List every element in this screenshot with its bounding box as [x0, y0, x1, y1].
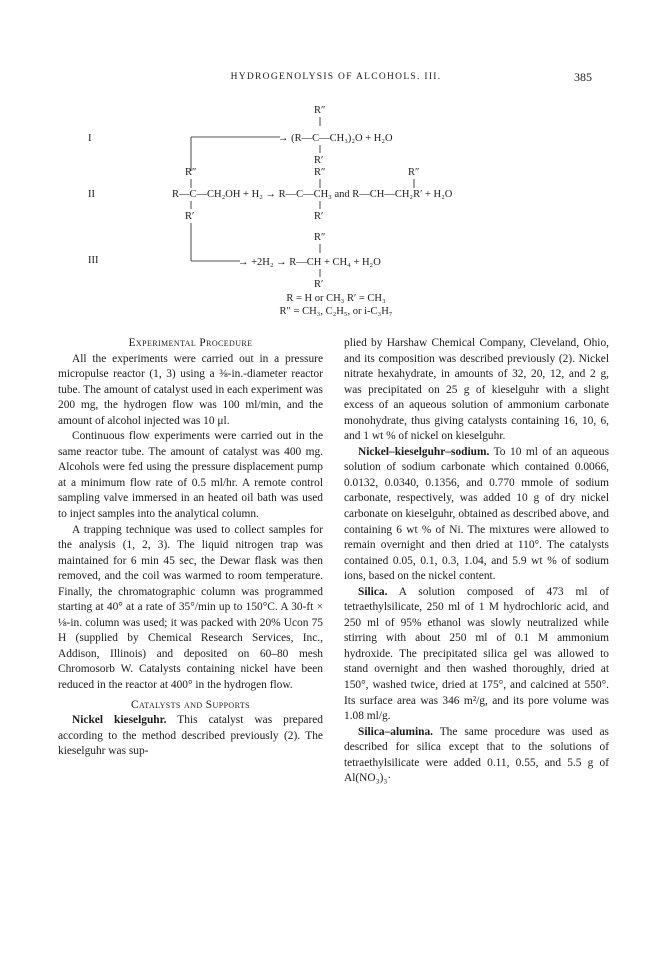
section-heading-catalysts: Catalysts and Supports — [131, 698, 250, 711]
left-column — [58, 336, 323, 760]
run-in-heading: Silica. — [358, 585, 388, 598]
scheme-ii-formula: R—C—CH₂OH + H₂ → R—C—CH₃ and R—CH—CH₂R′ + H₂O — [172, 189, 453, 200]
scheme-numeral-ii: II — [88, 189, 95, 200]
paragraph — [58, 713, 323, 760]
scheme-numeral-i: I — [88, 133, 92, 144]
run-in-heading: Silica–alumina. — [358, 725, 434, 738]
scheme-iii-formula: → +2H₂ → R—CH + CH₄ + H₂O — [238, 257, 381, 268]
paragraph — [344, 585, 609, 725]
scheme-definition-line2: R″ = CH₃, C₂H₅, or i-C₃H₇ — [279, 306, 393, 317]
scheme-i-bottom-substituent: R′ — [314, 155, 324, 166]
scheme-ii-bottom-a: R′ — [185, 211, 195, 222]
scheme-iii-top-substituent: R″ — [314, 232, 326, 243]
paragraph-text: To 10 ml of an aqueous solution of sodium carbonate which contained 0.0066, 0.0132, 0.0340, 0.1356, and 0.770 mmole of sodium carbonate, respectively, was added 10 g of dry nickel carbonate on kieselguhr, obtained as described above, and containing 6 wt % of Ni. The mixtures were allowed to remain overnight and then dried at 110°. The catalysts contained 0.05, 0.1, 0.3, 1.04, and 5.9 wt % of sodium ions, based on the nickel content. — [344, 445, 609, 583]
page-header — [0, 70, 672, 86]
paragraph: Continuous flow experiments were carried out in the same reactor tube. The amount of catalyst was 400 mg. Alcohols were fed using the pressure displacement pump at a minimum flow rate of 0.5 ml/hr. A remote control sampling valve immersed in an heated oil bath was used to inject samples into the analytical column. — [58, 430, 323, 521]
scheme-ii-top-a: R″ — [185, 167, 197, 178]
scheme-ii-top-b: R″ — [314, 167, 326, 178]
scheme-i-formula: → (R—C—CH₃)₂O + H₂O — [278, 133, 393, 144]
scheme-numeral-iii: III — [88, 255, 99, 266]
section-heading-experimental: Experimental Procedure — [128, 337, 253, 349]
scheme-i-top-substituent: R″ — [314, 105, 326, 116]
paragraph: A trapping technique was used to collect samples for the analysis (1, 2, 3). The liquid nitrogen trap was maintained for 6 min 45 sec, the Dewar flask was then removed, and the coil was warmed to room temperature. Finally, the chromatographic column was programmed starting at 40° at a rate of 35°/min up to 150°C. A 30-ft × ⅛-in. column was used; it was packed with 20% Ucon 75 H (supplied by Chemical Research Services, Inc., Addison, Illinois) and deposited on 60–80 mesh Chromosorb W. Catalysts containing nickel have been reduced in the reactor at 400° in the hydrogen flow. — [58, 523, 323, 692]
running-title: HYDROGENOLYSIS OF ALCOHOLS. III. — [230, 72, 442, 82]
paragraph-text: The same procedure was used as described for silica except that to the solutions of tetraethylsilicate were added 0.11, 0.55, and 5.5 g of Al(NO₃)₃· — [344, 725, 609, 785]
paragraph — [344, 445, 609, 585]
page-number: 385 — [574, 70, 592, 84]
scheme-ii-top-c: R″ — [408, 167, 420, 178]
paragraph — [344, 725, 609, 787]
scheme-iii-bottom-substituent: R′ — [314, 279, 324, 290]
paragraph: plied by Harshaw Chemical Company, Cleveland, Ohio, and its composition was described previously (2). Nickel nitrate hexahydrate, in amounts of 32, 20, 12, and 2 g, was precipitated on 25 g of kieselguhr with a slight excess of an aqueous solution of ammonium carbonate monohydrate, thus giving catalysts containing 16, 10, 6, and 1 wt % of nickel on kieselguhr. — [344, 337, 609, 443]
run-in-heading: Nickel–kieselguhr–sodium. — [358, 445, 490, 458]
run-in-heading: Nickel kieselguhr. — [72, 714, 167, 727]
paragraph-text: A solution composed of 473 ml of tetraethylsilicate, 250 ml of 1 M hydrochloric acid, and 250 ml of 95% ethanol was slowly neutralized while stirring with about 250 ml of 0.1 M ammonium hydroxide. The precipitated silica gel was allowed to stand overnight and then washed thoroughly, dried at 150°, washed twice, dried at 175°, and calcined at 550°. Its surface area was 346 m²/g, and its pore volume was 1.08 ml/g. — [344, 585, 609, 723]
scheme-definition-line1: R = H or CH₃ R′ = CH₃ — [286, 293, 386, 304]
right-column — [344, 336, 609, 787]
paragraph-text: This catalyst was prepared according to the method described previously (2). The kieselguhr was sup- — [58, 714, 323, 758]
paragraph: All the experiments were carried out in a pressure micropulse reactor (1, 3) using a ⅜-in.-diameter reactor tube. The amount of catalyst used in each experiment was 200 mg, the hydrogen flow was 100 ml/min, and the amount of alcohol injected was 10 μl. — [58, 352, 323, 427]
scheme-ii-bottom-b: R′ — [314, 211, 324, 222]
